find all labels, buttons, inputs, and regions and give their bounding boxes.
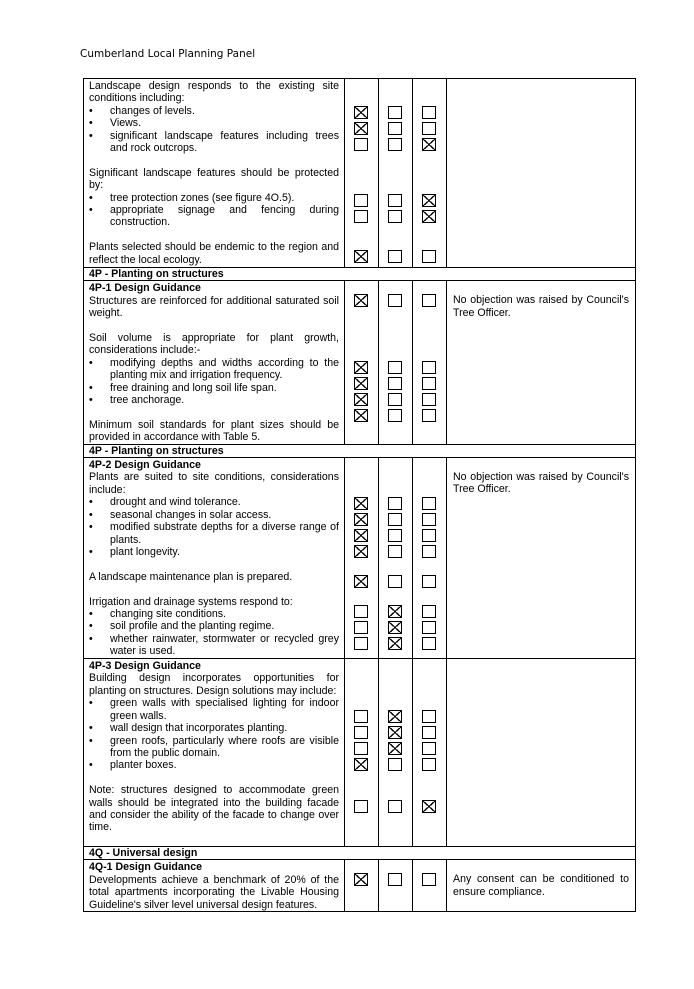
- table-row: [84, 860, 636, 912]
- checkbox-yes-checked[interactable]: [354, 250, 368, 263]
- checkbox-no[interactable]: [388, 393, 402, 406]
- bullet-item: • changing site conditions.: [89, 608, 339, 620]
- checkbox-yes[interactable]: [354, 194, 368, 207]
- checkbox-yes[interactable]: [354, 621, 368, 634]
- checkbox-column-yes: [345, 79, 379, 268]
- checkbox-no[interactable]: [388, 800, 402, 813]
- bullet-item: • free draining and long soil life span.: [89, 382, 339, 394]
- bullet-list: [89, 608, 339, 658]
- checkbox-no[interactable]: [388, 194, 402, 207]
- bullet-item: • whether rainwater, stormwater or recycled grey water is used.: [89, 633, 339, 658]
- bullet-item: • green walls with specialised lighting for indoor green walls.: [89, 697, 339, 722]
- spacer: [89, 229, 339, 241]
- requirement-text: Plants are suited to site conditions, considerations include:: [89, 471, 339, 496]
- spacer: [89, 583, 339, 595]
- checkbox-na-checked[interactable]: [422, 210, 436, 223]
- checkbox-yes-checked[interactable]: [354, 122, 368, 135]
- checkbox-yes[interactable]: [354, 637, 368, 650]
- checkbox-no[interactable]: [388, 513, 402, 526]
- table-row: [84, 79, 636, 268]
- compliance-table: [83, 78, 636, 912]
- comment-text: No objection was raised by Council's Tree Officer.: [453, 294, 629, 319]
- checkbox-na[interactable]: [422, 294, 436, 307]
- checkbox-no[interactable]: [388, 361, 402, 374]
- checkbox-yes-checked[interactable]: [354, 409, 368, 422]
- checkbox-na[interactable]: [422, 545, 436, 558]
- requirement-cell: [84, 659, 345, 847]
- checkbox-na[interactable]: [422, 742, 436, 755]
- checkbox-yes-checked[interactable]: [354, 497, 368, 510]
- requirement-text: Landscape design responds to the existing site conditions including:: [89, 80, 339, 105]
- checkbox-column-no: [379, 281, 413, 444]
- bullet-item: • changes of levels.: [89, 105, 339, 117]
- checkbox-yes-checked[interactable]: [354, 873, 368, 886]
- comment-cell: [447, 860, 636, 912]
- table-row: [84, 458, 636, 659]
- requirement-cell: [84, 281, 345, 444]
- checkbox-column-na: [413, 458, 447, 659]
- requirement-text: Soil volume is appropriate for plant growth, considerations include:-: [89, 332, 339, 357]
- checkbox-column-yes: [345, 458, 379, 659]
- spacer: [89, 772, 339, 784]
- checkbox-no[interactable]: [388, 758, 402, 771]
- bullet-item: • tree anchorage.: [89, 394, 339, 406]
- checkbox-na[interactable]: [422, 409, 436, 422]
- checkbox-na[interactable]: [422, 106, 436, 119]
- bullet-item: • planter boxes.: [89, 759, 339, 771]
- checkbox-na[interactable]: [422, 250, 436, 263]
- checkbox-no[interactable]: [388, 294, 402, 307]
- checkbox-column-no: [379, 659, 413, 847]
- section-row: [84, 847, 636, 860]
- checkbox-yes-checked[interactable]: [354, 545, 368, 558]
- checkbox-no[interactable]: [388, 250, 402, 263]
- checkbox-yes[interactable]: [354, 742, 368, 755]
- bullet-list: [89, 192, 339, 229]
- spacer: [89, 558, 339, 570]
- checkbox-column-yes: [345, 659, 379, 847]
- checkbox-na[interactable]: [422, 621, 436, 634]
- checkbox-no-checked[interactable]: [388, 726, 402, 739]
- checkbox-column-no: [379, 860, 413, 912]
- bullet-item: • modifying depths and widths according to the planting mix and irrigation frequency.: [89, 357, 339, 382]
- checkbox-yes[interactable]: [354, 710, 368, 723]
- checkbox-column-na: [413, 659, 447, 847]
- checkbox-yes[interactable]: [354, 726, 368, 739]
- bullet-item: • Views.: [89, 117, 339, 129]
- bullet-item: • green roofs, particularly where roofs are visible from the public domain.: [89, 735, 339, 760]
- checkbox-no[interactable]: [388, 497, 402, 510]
- checkbox-na[interactable]: [422, 393, 436, 406]
- spacer: [89, 320, 339, 332]
- checkbox-na[interactable]: [422, 529, 436, 542]
- comment-text: Any consent can be conditioned to ensure compliance.: [453, 873, 629, 898]
- checkbox-na-checked[interactable]: [422, 138, 436, 151]
- section-row: [84, 268, 636, 281]
- checkbox-na[interactable]: [422, 361, 436, 374]
- requirement-cell: [84, 458, 345, 659]
- checkbox-na[interactable]: [422, 637, 436, 650]
- checkbox-no-checked[interactable]: [388, 742, 402, 755]
- checkbox-column-yes: [345, 860, 379, 912]
- requirement-text: Structures are reinforced for additional saturated soil weight.: [89, 294, 339, 320]
- bullet-item: • plant longevity.: [89, 546, 339, 558]
- requirement-text: Significant landscape features should be protected by:: [89, 166, 339, 192]
- checkbox-yes-checked[interactable]: [354, 393, 368, 406]
- checkbox-na-checked[interactable]: [422, 194, 436, 207]
- checkbox-no-checked[interactable]: [388, 637, 402, 650]
- bullet-list: [89, 496, 339, 558]
- comment-cell: [447, 458, 636, 659]
- section-heading: 4P - Planting on structures: [84, 268, 636, 281]
- comment-text: No objection was raised by Council's Tree Officer.: [453, 471, 629, 496]
- checkbox-yes[interactable]: [354, 605, 368, 618]
- table-row: [84, 659, 636, 847]
- checkbox-no[interactable]: [388, 545, 402, 558]
- checkbox-na[interactable]: [422, 605, 436, 618]
- checkbox-yes[interactable]: [354, 800, 368, 813]
- requirement-text: Irrigation and drainage systems respond to:: [89, 595, 293, 608]
- requirement-text: Plants selected should be endemic to the region and reflect the local ecology.: [89, 241, 339, 266]
- page-header: Cumberland Local Planning Panel: [80, 48, 256, 60]
- bullet-item: • tree protection zones (see figure 4O.5).: [89, 192, 339, 204]
- guidance-heading: 4P-2 Design Guidance: [89, 459, 201, 472]
- table-row: [84, 281, 636, 444]
- spacer: [89, 154, 339, 166]
- checkbox-no[interactable]: [388, 529, 402, 542]
- checkbox-na[interactable]: [422, 513, 436, 526]
- checkbox-no-checked[interactable]: [388, 621, 402, 634]
- checkbox-yes[interactable]: [354, 210, 368, 223]
- checkbox-column-na: [413, 281, 447, 444]
- bullet-item: • soil profile and the planting regime.: [89, 620, 339, 632]
- bullet-item: • significant landscape features including trees and rock outcrops.: [89, 130, 339, 155]
- checkbox-column-na: [413, 860, 447, 912]
- checkbox-na[interactable]: [422, 122, 436, 135]
- bullet-item: • seasonal changes in solar access.: [89, 509, 339, 521]
- checkbox-na[interactable]: [422, 873, 436, 886]
- bullet-list: [89, 105, 339, 155]
- checkbox-na[interactable]: [422, 377, 436, 390]
- checkbox-no[interactable]: [388, 210, 402, 223]
- checkbox-no[interactable]: [388, 106, 402, 119]
- guidance-heading: 4P-3 Design Guidance: [89, 660, 201, 673]
- guidance-heading: 4Q-1 Design Guidance: [89, 861, 203, 874]
- checkbox-yes-checked[interactable]: [354, 575, 368, 588]
- comment-cell: [447, 281, 636, 444]
- section-heading: 4P - Planting on structures: [84, 444, 636, 457]
- checkbox-no[interactable]: [388, 873, 402, 886]
- checkbox-column-no: [379, 79, 413, 268]
- checkbox-na[interactable]: [422, 575, 436, 588]
- requirement-text: Building design incorporates opportunities for planting on structures. Design solutions may include:: [89, 672, 339, 697]
- checkbox-na[interactable]: [422, 710, 436, 723]
- section-row: [84, 444, 636, 457]
- checkbox-yes-checked[interactable]: [354, 513, 368, 526]
- compliance-table-body: [84, 79, 636, 912]
- comment-cell: [447, 79, 636, 268]
- checkbox-no[interactable]: [388, 575, 402, 588]
- checkbox-na[interactable]: [422, 726, 436, 739]
- checkbox-yes-checked[interactable]: [354, 106, 368, 119]
- section-heading: 4Q - Universal design: [84, 847, 636, 860]
- checkbox-column-yes: [345, 281, 379, 444]
- checkbox-yes-checked[interactable]: [354, 758, 368, 771]
- spacer: [89, 406, 339, 418]
- checkbox-na-checked[interactable]: [422, 800, 436, 813]
- checkbox-yes[interactable]: [354, 138, 368, 151]
- checkbox-no[interactable]: [388, 409, 402, 422]
- checkbox-no[interactable]: [388, 138, 402, 151]
- checkbox-no[interactable]: [388, 377, 402, 390]
- requirement-text: Developments achieve a benchmark of 20% of the total apartments incorporating the Livable Housing Guideline's silver level universal design features.: [89, 873, 339, 911]
- checkbox-no-checked[interactable]: [388, 605, 402, 618]
- checkbox-no-checked[interactable]: [388, 710, 402, 723]
- bullet-item: • wall design that incorporates planting.: [89, 722, 339, 734]
- checkbox-column-na: [413, 79, 447, 268]
- bullet-list: [89, 697, 339, 771]
- comment-cell: [447, 659, 636, 847]
- checkbox-yes-checked[interactable]: [354, 361, 368, 374]
- checkbox-yes-checked[interactable]: [354, 377, 368, 390]
- bullet-item: • appropriate signage and fencing during construction.: [89, 204, 339, 229]
- checkbox-na[interactable]: [422, 758, 436, 771]
- requirement-text: Minimum soil standards for plant sizes should be provided in accordance with Table 5.: [89, 418, 339, 444]
- requirement-cell: [84, 860, 345, 912]
- checkbox-no[interactable]: [388, 122, 402, 135]
- requirement-cell: [84, 79, 345, 268]
- checkbox-yes-checked[interactable]: [354, 529, 368, 542]
- bullet-list: [89, 357, 339, 407]
- bullet-item: • modified substrate depths for a diverse range of plants.: [89, 521, 339, 546]
- checkbox-column-no: [379, 458, 413, 659]
- requirement-text: Note: structures designed to accommodate green walls should be integrated into the building facade and consider the ability of the facade to change over time.: [89, 784, 339, 834]
- guidance-heading: 4P-1 Design Guidance: [89, 282, 201, 295]
- checkbox-yes-checked[interactable]: [354, 294, 368, 307]
- checkbox-na[interactable]: [422, 497, 436, 510]
- bullet-item: • drought and wind tolerance.: [89, 496, 339, 508]
- requirement-text: A landscape maintenance plan is prepared.: [89, 570, 293, 583]
